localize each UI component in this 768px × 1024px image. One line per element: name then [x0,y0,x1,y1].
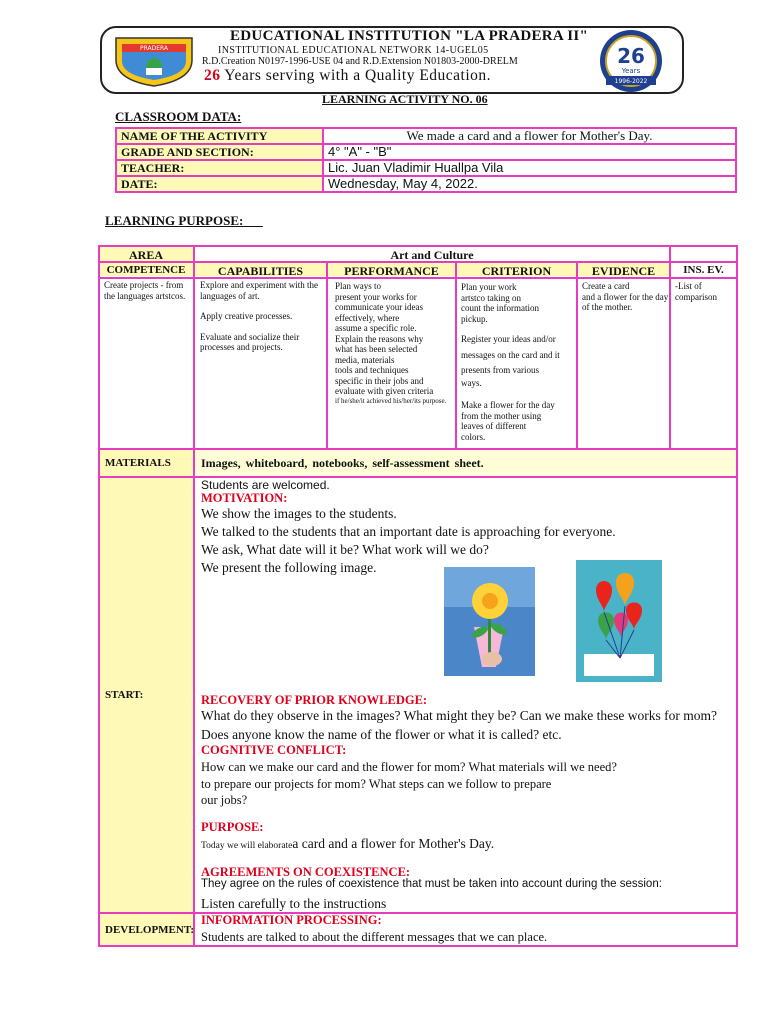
competence-text: Create projects - from the languages artstcos. [104,280,186,301]
activity-name-value: We made a card and a flower for Mother's Day. [323,128,736,144]
table-row [116,128,736,144]
capability-item: Explore and experiment with the languages of art. [200,280,318,301]
flower-bouquet-image [444,567,535,676]
performance-line: evaluate with given criteria [335,386,434,396]
criterion-line: messages on the card and it [461,349,560,360]
performance-line: tools and techniques [335,365,409,375]
performance-line: media, materials [335,354,395,365]
criterion-line: Register your ideas and/or [461,334,556,344]
table-row [116,144,736,160]
motivation-heading: MOTIVATION: [201,491,288,505]
institution-name: EDUCATIONAL INSTITUTION "LA PRADERA II" [230,28,589,44]
badge-number: 26 [617,44,645,68]
listen-line: Listen carefully to the instructions [201,896,387,911]
evidence-cell [582,281,670,313]
purpose-line [201,835,494,853]
header-evidence: EVIDENCE [591,264,656,278]
grid-line [455,261,457,450]
activity-name-label: NAME OF THE ACTIVITY [116,128,323,144]
criterion-line: artstco taking on [461,292,521,303]
purpose-large-text: a card and a flower for Mother's Day. [292,836,495,851]
performance-line: what has been selected [335,344,418,354]
motivation-line: We show the images to the students. [201,506,397,521]
performance-line: specific in their jobs and [335,375,424,386]
conflict-line: How can we make our card and the flower for mom? What materials will we need? [201,760,617,774]
development-line: Students are talked to about the different messages that we can place. [201,930,548,944]
development-label: DEVELOPMENT: [105,924,195,936]
grid-line [326,261,328,450]
materials-label: MATERIALS [105,457,171,469]
start-label: START: [105,689,144,701]
badge-word: Years [621,67,641,75]
motivation-line: We ask, What date will it be? What work will we do? [201,542,489,557]
recovery-heading: RECOVERY OF PRIOR KNOWLEDGE: [201,693,428,707]
table-row [116,176,736,192]
criterion-line: ways. [461,377,482,388]
logo-left-text: PRADERA [139,45,169,52]
ins-ev-line: -List of [675,281,702,291]
agreements-line: They agree on the rules of coexistence that must be taken into account during the session: [201,878,662,890]
years-number: 26 [204,67,221,84]
anniversary-badge [584,28,678,94]
criterion-line: Plan your work [461,282,517,292]
criterion-line: leaves of different [461,421,527,431]
capabilities-cell [200,280,324,353]
grid-line [98,245,100,947]
information-processing-heading: INFORMATION PROCESSING: [201,913,382,927]
area-label: AREA [128,248,163,262]
date-value: Wednesday, May 4, 2022. [323,176,736,192]
performance-line: effectively, where [335,312,400,323]
purpose-step-heading: PURPOSE: [201,820,264,834]
header-ins-ev: INS. EV. [683,264,724,276]
grid-line [193,245,195,947]
performance-note: if he/she/it achieved his/her/its purpose. [335,396,447,405]
evidence-line: Create a card [582,281,630,291]
institution-slogan [204,67,491,85]
motivation-line: We present the following image. [201,560,377,575]
header-performance: PERFORMANCE [344,264,439,278]
institution-resolutions: R.D.Creation N0197-1996-USE 04 and R.D.Extension N01803-2000-DRELM [202,56,518,67]
heart-card-image [576,560,662,682]
materials-value: Images, whiteboard, notebooks, self-assessment sheet. [201,456,484,470]
criterion-line: pickup. [461,313,488,324]
performance-line: assume a specific role. [335,323,417,333]
criterion-line: Make a flower for the day [461,400,555,410]
classroom-table [115,127,737,193]
ins-ev-cell [675,281,735,302]
date-label: DATE: [116,176,323,192]
classroom-heading: CLASSROOM DATA: [115,109,242,124]
motivation-line: We talked to the students that an important date is approaching for everyone. [201,524,616,539]
evidence-line: of the mother. [582,302,633,312]
capability-item: Evaluate and socialize their processes and projects. [200,331,300,352]
grid-line [736,245,738,947]
performance-line: Plan ways to [335,281,381,291]
ins-ev-line: comparison [675,291,717,302]
capability-item: Apply creative processes. [200,311,293,321]
recovery-line: Does anyone know the name of the flower or what it is called? etc. [201,727,562,742]
grid-line [576,261,578,450]
teacher-value: Lic. Juan Vladimir Huallpa Vila [323,160,736,176]
criterion-line: colors. [461,431,486,442]
header-competence: COMPETENCE [106,264,186,276]
performance-cell [335,281,455,406]
conflict-line: to prepare our projects for mom? What steps can we follow to prepare [201,777,552,791]
welcome-text: Students are welcomed. [201,478,330,492]
area-value: Art and Culture [390,248,474,262]
grade-label: GRADE AND SECTION: [116,144,323,160]
header-criterion: CRITERION [481,264,552,278]
purpose-small-text: Today we will elaborate [201,841,293,851]
performance-line: communicate your ideas [335,302,423,312]
conflict-line: our jobs? [201,793,248,807]
school-shield-logo [112,34,196,88]
performance-line: present your works for [335,291,417,302]
recovery-line: What do they observe in the images? What might they be? Can we make these works for mom? [201,708,717,723]
criterion-line: from the mother using [461,410,542,421]
agreements-heading: AGREEMENTS ON COEXISTENCE: [201,865,411,879]
conflict-heading: COGNITIVE CONFLICT: [201,743,347,757]
performance-line: Explain the reasons why [335,333,424,344]
header-capabilities: CAPABILITIES [217,264,304,278]
criterion-cell [461,282,576,442]
institution-network: INSTITUTIONAL EDUCATIONAL NETWORK 14-UGEL05 [218,45,489,56]
evidence-line: and a flower for the day [582,291,669,302]
years-text: Years serving with a Quality Education. [220,67,492,84]
purpose-heading: LEARNING PURPOSE: [105,213,244,228]
badge-dates: 1996-2022 [614,78,648,85]
criterion-line: count the information [461,303,539,313]
activity-title: LEARNING ACTIVITY NO. 06 [322,92,488,106]
criterion-line: presents from various [461,365,539,375]
teacher-label: TEACHER: [116,160,323,176]
grade-value: 4° "A" - "B" [323,144,736,160]
table-row [116,160,736,176]
